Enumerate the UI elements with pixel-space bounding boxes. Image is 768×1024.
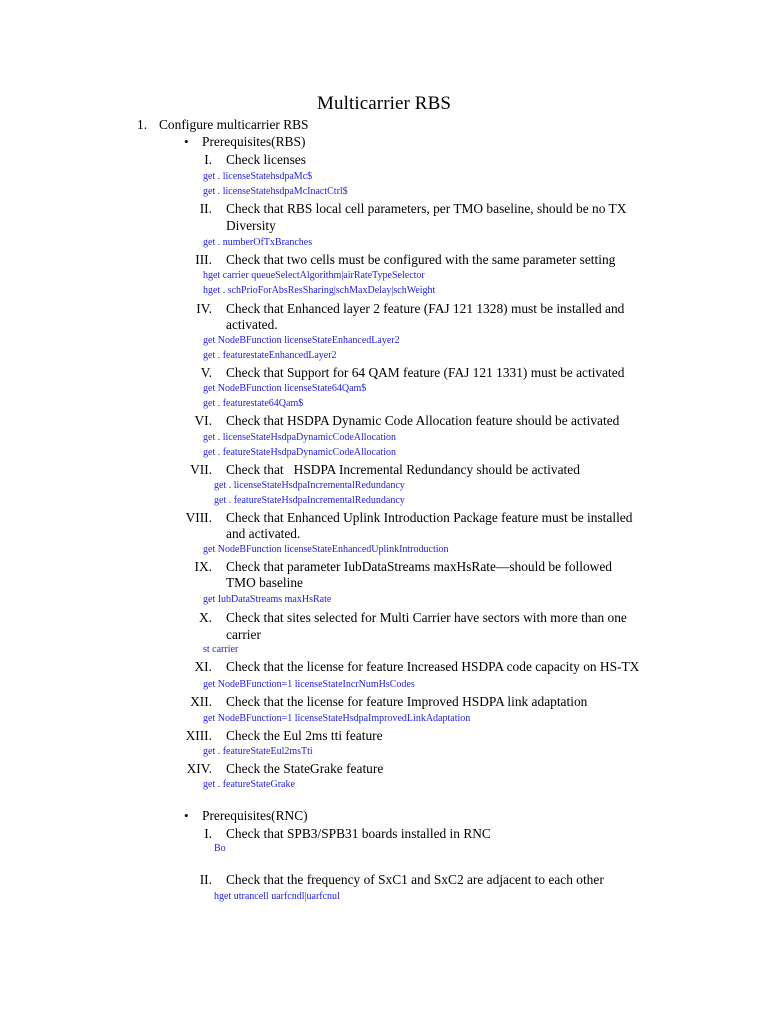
item-text: Check that RBS local cell parameters, per TMO baseline, should be no TX: [226, 201, 627, 216]
section-heading: Configure multicarrier RBS: [159, 117, 309, 132]
command-line: get . featureStateHsdpaDynamicCodeAllocation: [203, 447, 396, 458]
item-text: Check that Enhanced layer 2 feature (FAJ 121 1328) must be installed and: [226, 301, 625, 316]
item-number: II.: [199, 201, 212, 216]
item-number: X.: [198, 610, 212, 625]
command-line: get NodeBFunction=1 licenseStateIncrNumHsCodes: [203, 679, 415, 690]
item-text: Check that Support for 64 QAM feature (FAJ 121 1331) must be activated: [226, 365, 625, 380]
item-text: Check that sites selected for Multi Carrier have sectors with more than one: [226, 610, 627, 625]
command-line: get NodeBFunction licenseState64Qam$: [203, 383, 367, 394]
command-line: get . licenseStateHsdpaDynamicCodeAllocation: [203, 432, 397, 443]
item-text: Check the StateGrake feature: [226, 761, 384, 776]
command-line: get . featurestateEnhancedLayer2: [203, 350, 337, 361]
item-text: Diversity: [226, 218, 276, 233]
item-text: Check that the license for feature Increased HSDPA code capacity on HS-TX: [226, 659, 640, 674]
item-text: and activated.: [226, 526, 301, 541]
command-line: get . featureStateEul2msTti: [203, 746, 313, 757]
item-number: VIII.: [185, 510, 212, 525]
command-line: hget . schPrioForAbsResSharing|schMaxDelay|schWeight: [203, 285, 436, 296]
item-text: Check that Enhanced Uplink Introduction Package feature must be installed: [226, 510, 633, 525]
command-line: hget utrancell uarfcndl|uarfcnul: [214, 891, 340, 902]
command-line: st carrier: [203, 644, 239, 655]
item-text: Check that HSDPA Incremental Redundancy should be activated: [226, 462, 580, 477]
item-text: TMO baseline: [226, 575, 303, 590]
command-line: get IubDataStreams maxHsRate: [203, 594, 332, 605]
item-number: I.: [204, 152, 212, 167]
item-number: VII.: [190, 462, 212, 477]
item-number: IX.: [194, 559, 212, 574]
page-title: Multicarrier RBS: [316, 93, 452, 114]
command-line: get . numberOfTxBranches: [203, 237, 313, 248]
item-number: III.: [195, 252, 212, 267]
item-number: I.: [204, 826, 212, 841]
command-line: get . featureStateHsdpaIncrementalRedundancy: [214, 495, 405, 506]
command-line: hget carrier queueSelectAlgorithm|airRateTypeSelector: [203, 270, 425, 281]
command-line: get . licenseStateHsdpaIncrementalRedundancy: [214, 480, 405, 491]
command-line: get NodeBFunction=1 licenseStateHsdpaImprovedLinkAdaptation: [203, 713, 471, 724]
command-line: get . featurestate64Qam$: [203, 398, 304, 409]
command-line: Bo: [214, 843, 226, 854]
item-number: XII.: [190, 694, 212, 709]
item-number: IV.: [196, 301, 212, 316]
item-text: Check that SPB3/SPB31 boards installed in RNC: [226, 826, 491, 841]
prereq-rbs-heading: Prerequisites(RBS): [202, 134, 306, 149]
command-line: get NodeBFunction licenseStateEnhancedUplinkIntroduction: [203, 544, 449, 555]
section-number: 1.: [137, 117, 148, 132]
item-text: Check that the license for feature Improved HSDPA link adaptation: [226, 694, 588, 709]
command-line: get NodeBFunction licenseStateEnhancedLayer2: [203, 335, 400, 346]
bullet-icon: •: [184, 134, 189, 149]
command-line: get . licenseStatehsdpaMc$: [203, 171, 313, 182]
item-text: carrier: [226, 627, 261, 642]
bullet-icon: •: [184, 808, 189, 823]
item-number: V.: [200, 365, 212, 380]
item-text: Check licenses: [226, 152, 306, 167]
command-line: get . featureStateGrake: [203, 779, 295, 790]
item-number: XI.: [194, 659, 212, 674]
item-number: XIII.: [185, 728, 212, 743]
item-number: XIV.: [186, 761, 212, 776]
item-text: Check the Eul 2ms tti feature: [226, 728, 383, 743]
item-number: II.: [199, 872, 212, 887]
prereq-rnc-heading: Prerequisites(RNC): [202, 808, 308, 823]
item-text: Check that parameter IubDataStreams maxHsRate—should be followed: [226, 559, 612, 574]
item-number: VI.: [194, 413, 212, 428]
item-text: Check that the frequency of SxC1 and SxC2 are adjacent to each other: [226, 872, 604, 887]
command-line: get . licenseStatehsdpaMcInactCtrl$: [203, 186, 348, 197]
item-text: Check that two cells must be configured with the same parameter setting: [226, 252, 616, 267]
item-text: Check that HSDPA Dynamic Code Allocation feature should be activated: [226, 413, 620, 428]
item-text: activated.: [226, 317, 278, 332]
